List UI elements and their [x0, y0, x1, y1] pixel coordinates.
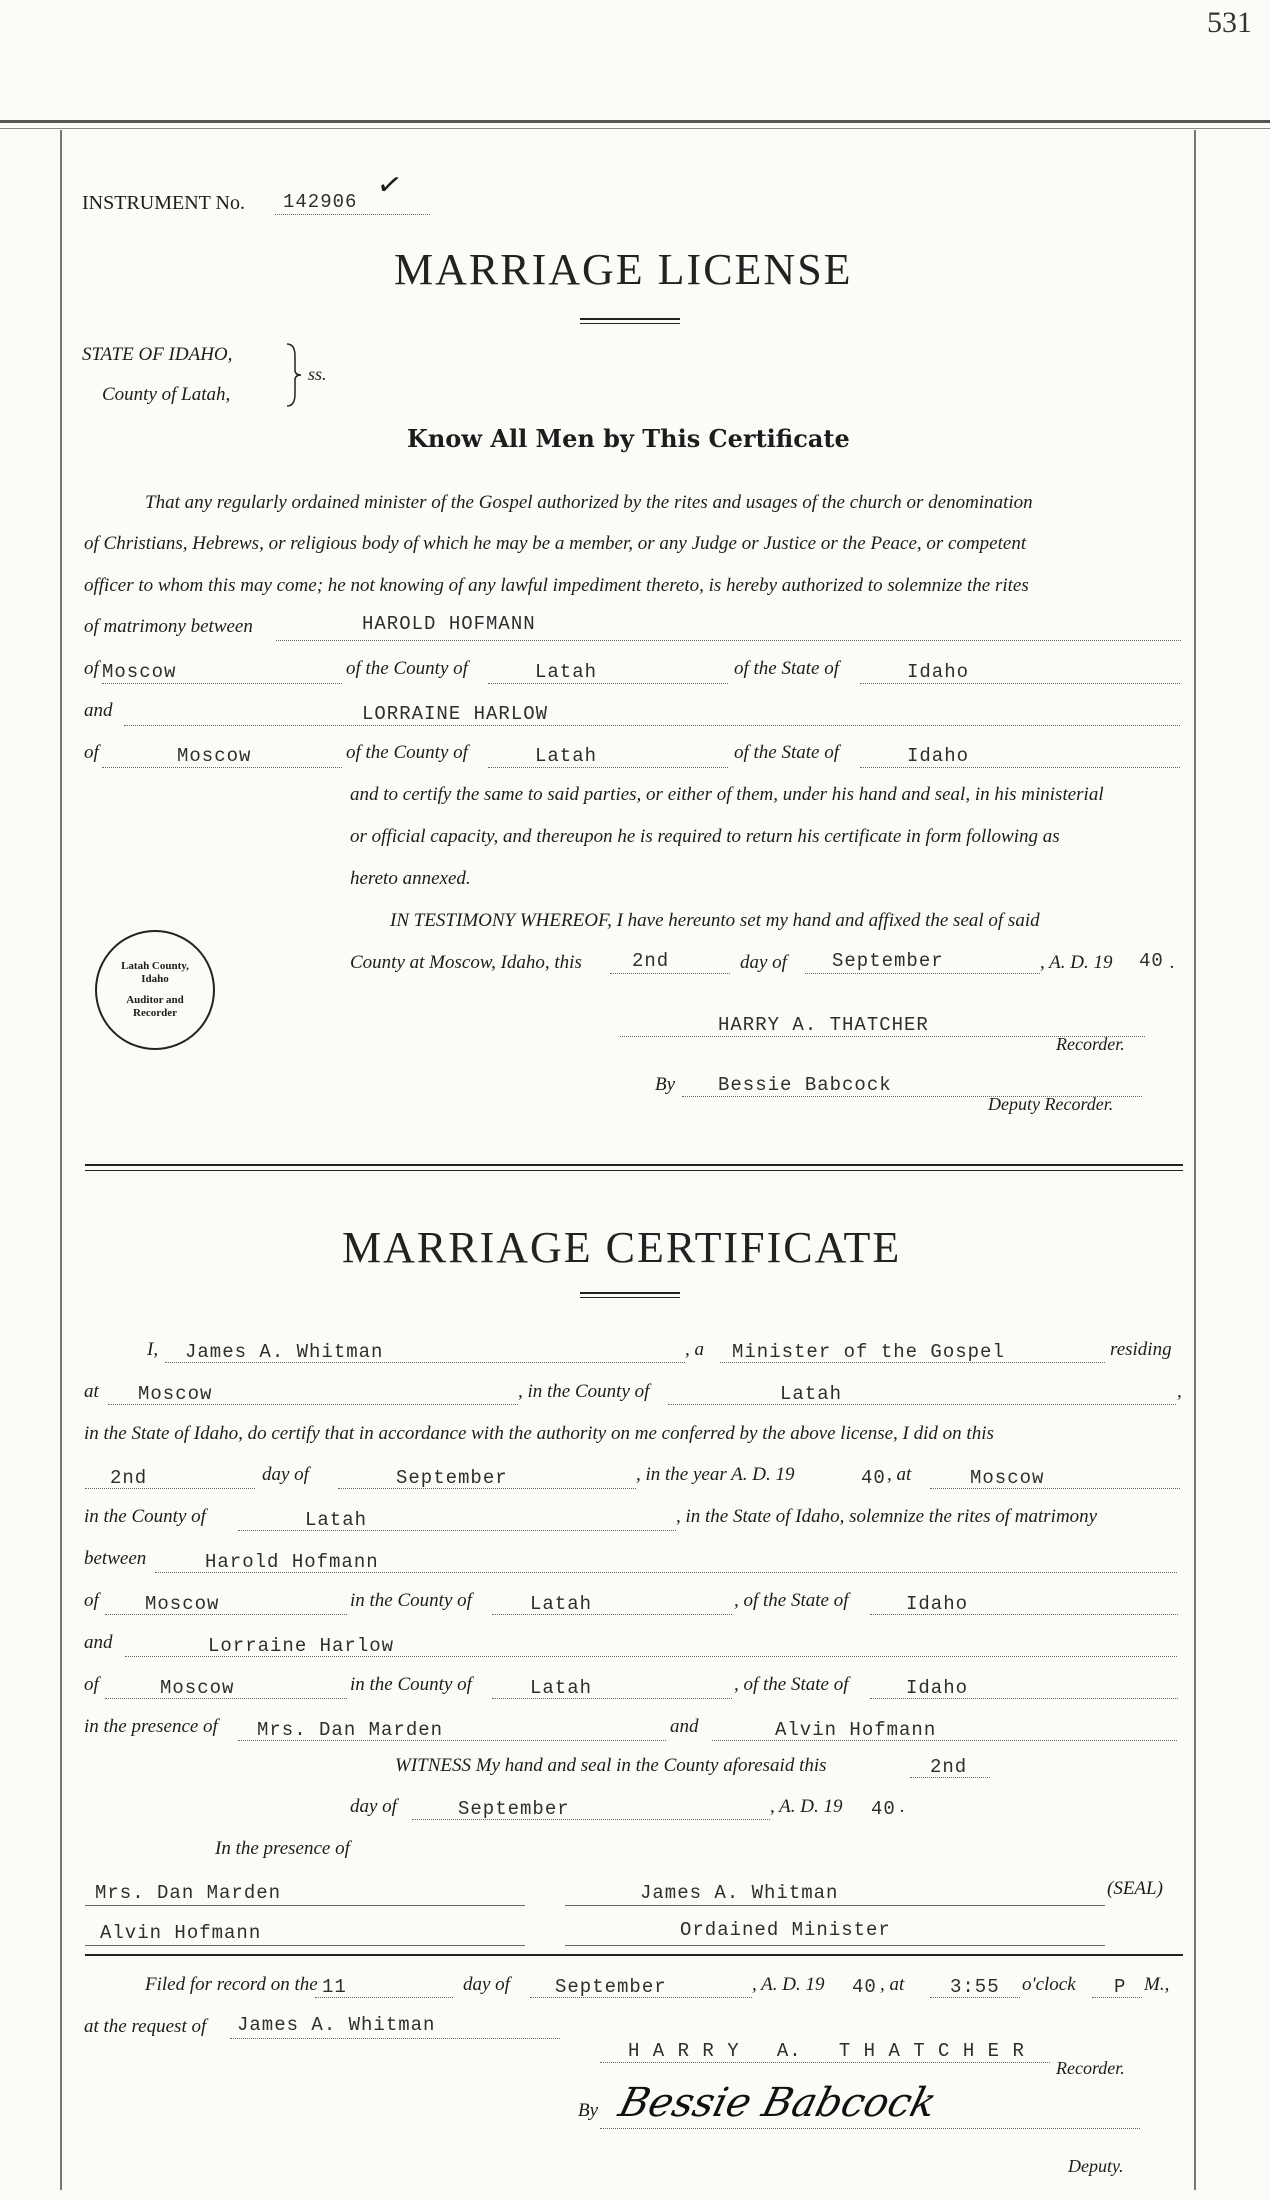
filed-text: Filed for record on the	[145, 1974, 318, 1995]
cert-bride: Lorraine Harlow	[208, 1635, 395, 1657]
of-label: of	[84, 1590, 99, 1611]
filing-deputy-label: Deputy.	[1068, 2156, 1124, 2176]
ad-label: , A. D. 19	[752, 1974, 825, 1995]
bride-name: LORRAINE HARLOW	[362, 703, 549, 725]
license-para-3: officer to whom this may come; he not knowing of any lawful impediment thereto, is hereby authorized to solemnize the rites	[84, 575, 1029, 596]
certify-line-2: or official capacity, and thereupon he is required to return his certificate in form following as	[350, 826, 1060, 847]
at-label: at	[84, 1381, 99, 1402]
cert-bride-state: Idaho	[906, 1677, 969, 1699]
and-label: and	[84, 700, 113, 721]
bride-city: Moscow	[177, 745, 252, 767]
day-of-label: day of	[740, 952, 787, 973]
seal-text: Latah County,	[121, 960, 189, 972]
left-border	[60, 130, 62, 2190]
sig-witness-1: Mrs. Dan Marden	[95, 1882, 282, 1904]
license-subtitle: Know All Men by This Certificate	[407, 424, 850, 453]
instrument-label: INSTRUMENT No.	[82, 192, 245, 214]
ad-suffix: .	[900, 1796, 905, 1817]
seal-text: Idaho	[141, 973, 169, 985]
residing-label: residing	[1110, 1339, 1172, 1360]
cert-groom-county: Latah	[530, 1593, 593, 1615]
ad-suffix: .	[1170, 952, 1175, 973]
day-of-label: day of	[463, 1974, 510, 1995]
filing-recorder-label: Recorder.	[1056, 2058, 1125, 2078]
officiant-title: Minister of the Gospel	[732, 1341, 1005, 1363]
certify-line-1: and to certify the same to said parties, or either of them, under his hand and seal, in his ministerial	[350, 784, 1104, 805]
sig-title: Ordained Minister	[680, 1919, 891, 1941]
section-divider	[85, 1164, 1183, 1166]
license-para-1: That any regularly ordained minister of the Gospel authorized by the rites and usages of the church or denomination	[145, 492, 1033, 513]
sig-officiant: James A. Whitman	[640, 1882, 839, 1904]
m-label: M.,	[1144, 1974, 1170, 1995]
license-year: 40	[1139, 950, 1164, 972]
witness-month: September	[458, 1798, 570, 1820]
of-label: of	[84, 1674, 99, 1695]
license-day: 2nd	[632, 950, 670, 972]
state-label: STATE OF IDAHO,	[82, 344, 233, 365]
instrument-number: 142906	[283, 191, 358, 213]
of-label: of	[84, 658, 99, 679]
recorder-name: HARRY A. THATCHER	[718, 1014, 929, 1036]
sig-witness-2: Alvin Hofmann	[100, 1922, 262, 1944]
top-border-rule-thin	[0, 128, 1270, 129]
cert-year: 40	[861, 1467, 886, 1489]
bride-state: Idaho	[907, 745, 970, 767]
page-number: 531	[1207, 6, 1252, 39]
officiant-county: Latah	[780, 1383, 843, 1405]
county-label: County of Latah,	[102, 384, 231, 405]
testimony-text: IN TESTIMONY WHEREOF, I have hereunto set my hand and affixed the seal of said	[390, 910, 1040, 931]
seal-text: Auditor and	[126, 994, 184, 1006]
and-label: and	[670, 1716, 699, 1737]
cert-groom-state: Idaho	[906, 1593, 969, 1615]
county-of-label: of the County of	[346, 658, 468, 679]
filed-time: 3:55	[950, 1976, 1000, 1998]
cert-month: September	[396, 1467, 508, 1489]
cert-bride-county: Latah	[530, 1677, 593, 1699]
top-border-rule	[0, 120, 1270, 123]
county-of-label: in the County of	[84, 1506, 206, 1527]
day-of-label: day of	[350, 1796, 397, 1817]
solemnize-text: , in the State of Idaho, solemnize the rites of matrimony	[676, 1506, 1098, 1527]
seal-text: Recorder	[133, 1007, 177, 1019]
license-para-2: of Christians, Hebrews, or religious body of which he may be a member, or any Judge or Justice or the Peace, or competent	[84, 533, 1027, 554]
witness-text: WITNESS My hand and seal in the County aforesaid this	[395, 1755, 827, 1776]
title-underline	[580, 1292, 680, 1294]
officiant-city: Moscow	[138, 1383, 213, 1405]
cert-bride-city: Moscow	[160, 1677, 235, 1699]
place-city: Moscow	[970, 1467, 1045, 1489]
deputy-recorder-label: Deputy Recorder.	[988, 1094, 1114, 1114]
request-label: at the request of	[84, 2016, 207, 2037]
by-label: By	[655, 1074, 676, 1095]
check-mark: ✓	[374, 167, 405, 204]
state-of-label: , of the State of	[734, 1590, 849, 1611]
certify-line-3: hereto annexed.	[350, 868, 471, 889]
county-seal	[95, 930, 215, 1050]
bracket	[285, 342, 303, 408]
filed-year: 40	[852, 1976, 877, 1998]
day-of-label: day of	[262, 1464, 309, 1485]
certificate-title: MARRIAGE CERTIFICATE	[342, 1223, 902, 1272]
and-label: and	[84, 1632, 113, 1653]
filing-recorder-name: H A R R Y A. T H A T C H E R	[628, 2040, 1025, 2062]
ad-label: , A. D. 19	[1040, 952, 1113, 973]
cert-day: 2nd	[110, 1467, 148, 1489]
of-label: of	[84, 742, 99, 763]
groom-state: Idaho	[907, 661, 970, 683]
at-label: , at	[887, 1464, 912, 1485]
license-title: MARRIAGE LICENSE	[394, 245, 853, 294]
at-label: , at	[880, 1974, 905, 1995]
between-label: between	[84, 1548, 147, 1569]
deputy-signature: Bessie Babcock	[614, 2080, 942, 2126]
state-of-label: of the State of	[734, 658, 840, 679]
license-month: September	[832, 950, 944, 972]
groom-city: Moscow	[102, 661, 177, 683]
filed-day: 11	[322, 1976, 347, 1998]
state-of-label: of the State of	[734, 742, 840, 763]
cert-groom: Harold Hofmann	[205, 1551, 379, 1573]
groom-name: HAROLD HOFMANN	[362, 613, 536, 635]
filed-ampm: P	[1114, 1976, 1127, 1998]
county-of-label: in the County of	[350, 1590, 472, 1611]
county-of-label: of the County of	[346, 742, 468, 763]
officiant-name: James A. Whitman	[185, 1341, 384, 1363]
deputy-name: Bessie Babcock	[718, 1074, 892, 1096]
ad-label: , A. D. 19	[770, 1796, 843, 1817]
by-label: By	[578, 2100, 599, 2121]
witness-year: 40	[871, 1798, 896, 1820]
place-county: Latah	[305, 1509, 368, 1531]
cert-groom-city: Moscow	[145, 1593, 220, 1615]
groom-county: Latah	[535, 661, 598, 683]
ss-label: ss.	[308, 364, 327, 384]
in-presence-heading: In the presence of	[215, 1838, 350, 1859]
comma: ,	[1177, 1381, 1182, 1402]
seal-label: (SEAL)	[1107, 1878, 1163, 1899]
witness-2: Alvin Hofmann	[775, 1719, 937, 1741]
witness-day: 2nd	[930, 1756, 968, 1778]
presence-of-label: in the presence of	[84, 1716, 218, 1737]
authority-text: in the State of Idaho, do certify that in accordance with the authority on me conferred by the above license, I did on this	[84, 1423, 994, 1444]
county-of-label: in the County of	[350, 1674, 472, 1695]
recorder-label: Recorder.	[1056, 1034, 1125, 1054]
bride-county: Latah	[535, 745, 598, 767]
in-year-label: , in the year A. D. 19	[636, 1464, 795, 1485]
witness-1: Mrs. Dan Marden	[257, 1719, 444, 1741]
right-border	[1194, 130, 1196, 2190]
requester-name: James A. Whitman	[237, 2014, 436, 2036]
section-divider	[85, 1954, 1183, 1956]
state-of-label: , of the State of	[734, 1674, 849, 1695]
license-para-4: of matrimony between	[84, 616, 253, 637]
filed-month: September	[555, 1976, 667, 1998]
title-underline	[580, 318, 680, 320]
a-label: , a	[685, 1339, 704, 1360]
county-of-label: , in the County of	[518, 1381, 650, 1402]
i-label: I,	[147, 1339, 159, 1360]
oclock-label: o'clock	[1022, 1974, 1076, 1995]
place-text: County at Moscow, Idaho, this	[350, 952, 582, 973]
